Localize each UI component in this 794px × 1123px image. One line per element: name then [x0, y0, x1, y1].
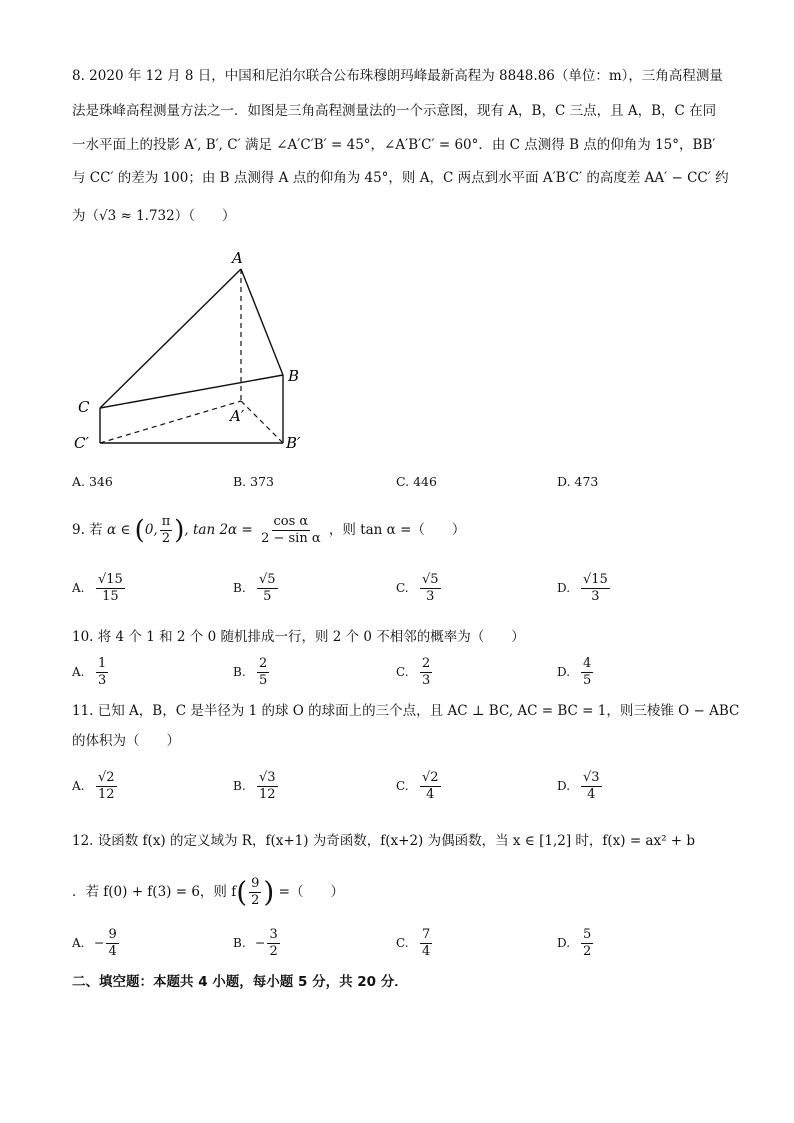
- q12-line-1: 12. 设函数 f(x) 的定义域为 R，f(x+1) 为奇函数，f(x+2) 为偶函数，当 x ∈ [1,2] 时，f(x) = ax² + b: [72, 833, 696, 849]
- option-num: √2: [98, 770, 115, 785]
- q9-option-c[interactable]: [396, 572, 443, 605]
- section-2-heading: 二、填空题：本题共 4 小题，每小题 5 分，共 20 分．: [72, 974, 408, 990]
- option-den: 3: [98, 673, 107, 688]
- option-label: D.: [557, 936, 571, 950]
- q8-line-3: 一水平面上的投影 A′, B′, C′ 满足 ∠A′C′B′ = 45°，∠A′B′C′ = 60°．由 C 点测得 B 点的仰角为 15°，BB′: [72, 137, 716, 153]
- option-num: 2: [259, 656, 268, 671]
- q10-option-d[interactable]: [557, 656, 595, 689]
- q9-stem-suffix: ，则 tan α =（ ）: [328, 522, 466, 538]
- q8-line-5: 为（√3 ≈ 1.732）（ ）: [72, 208, 236, 224]
- q11-option-d[interactable]: [557, 770, 604, 803]
- edge-C1A1: [100, 401, 241, 443]
- option-label: A.: [72, 581, 85, 595]
- q9-stem-math: α ∈ (0, $\frac{\pi}{2}$ ), tan 2α = $\frac{\text{cos α}}{\text{2 − sin α}}$: [106, 514, 321, 546]
- q12-option-b[interactable]: [233, 927, 282, 960]
- option-label: A.: [72, 779, 85, 793]
- option-num: 7: [422, 927, 431, 942]
- option-label: C.: [396, 665, 409, 679]
- option-label: C.: [396, 581, 409, 595]
- option-label: B.: [233, 581, 246, 595]
- label-A1: A′: [230, 407, 245, 425]
- option-num: √3: [259, 770, 276, 785]
- option-num: √3: [583, 770, 600, 785]
- q12-option-a[interactable]: [72, 927, 121, 960]
- q9-stem: [72, 514, 465, 547]
- option-den: 4: [108, 944, 117, 959]
- option-label: C.: [396, 936, 409, 950]
- q9-stem-prefix: 9. 若: [72, 522, 103, 538]
- option-label: C.: [396, 779, 409, 793]
- label-C: C: [78, 398, 90, 416]
- q8-line-2: 法是珠峰高程测量方法之一．如图是三角高程测量法的一个示意图，现有 A，B，C 三点，且 A，B，C 在同: [72, 103, 717, 119]
- option-num: 5: [583, 927, 592, 942]
- option-den: 5: [583, 673, 592, 688]
- q8-option-b[interactable]: B. 373: [233, 474, 274, 489]
- q9-option-d[interactable]: [557, 572, 612, 605]
- q8-option-c[interactable]: C. 446: [396, 474, 437, 489]
- q9-option-a[interactable]: [72, 572, 127, 605]
- option-label: A.: [72, 936, 85, 950]
- option-den: 2: [269, 944, 278, 959]
- edge-CB: [100, 375, 283, 408]
- option-num: √5: [422, 572, 439, 587]
- q10-option-a[interactable]: [72, 656, 110, 689]
- q9-option-b[interactable]: [233, 572, 280, 605]
- q11-option-b[interactable]: [233, 770, 280, 803]
- option-den: 3: [422, 673, 431, 688]
- option-num: 4: [583, 656, 592, 671]
- option-num: √15: [98, 572, 123, 587]
- q11-option-c[interactable]: [396, 770, 443, 803]
- option-sign: −: [94, 935, 105, 950]
- option-den: 5: [263, 589, 272, 604]
- option-label: A.: [72, 665, 85, 679]
- option-label: D.: [557, 581, 571, 595]
- edge-A1B1: [241, 401, 283, 443]
- option-label: B.: [233, 665, 246, 679]
- q11-line-2: 的体积为（ ）: [72, 733, 180, 749]
- option-den: 2: [583, 944, 592, 959]
- q12-frac-den: 2: [251, 893, 260, 908]
- label-C1: C′: [74, 434, 89, 452]
- option-den: 3: [426, 589, 435, 604]
- q12-line-2: ．若 f(0) + f(3) = 6，则 f( $\frac{9}{2}$ ) =（ ）: [72, 875, 344, 909]
- q12-frac-num: 9: [251, 876, 260, 891]
- option-den: 4: [587, 787, 596, 802]
- option-label: D.: [557, 665, 571, 679]
- q12-option-c[interactable]: [396, 927, 434, 960]
- option-num: 2: [422, 656, 431, 671]
- label-B1: B′: [286, 434, 301, 452]
- q12-option-d[interactable]: [557, 927, 595, 960]
- option-num: 9: [108, 927, 117, 942]
- q8-line-4: 与 CC′ 的差为 100；由 B 点测得 A 点的仰角为 45°，则 A，C 两点到水平面 A′B′C′ 的高度差 AA′ − CC′ 约: [72, 170, 729, 186]
- option-num: √2: [422, 770, 439, 785]
- q12-line2-suffix: =（ ）: [274, 884, 344, 900]
- option-den: 12: [98, 787, 115, 802]
- label-B: B: [288, 367, 300, 385]
- option-num: √5: [259, 572, 276, 587]
- option-label: D.: [557, 779, 571, 793]
- q11-option-a[interactable]: [72, 770, 119, 803]
- option-den: 4: [426, 787, 435, 802]
- edge-CA: [100, 269, 241, 408]
- option-num: √15: [583, 572, 608, 587]
- option-label: B.: [233, 936, 246, 950]
- q10-option-c[interactable]: [396, 656, 434, 689]
- option-den: 3: [591, 589, 600, 604]
- q10-option-b[interactable]: [233, 656, 271, 689]
- option-den: 15: [102, 589, 119, 604]
- option-num: 3: [269, 927, 278, 942]
- option-label: B.: [233, 779, 246, 793]
- q8-line-1: 8. 2020 年 12 月 8 日，中国和尼泊尔联合公布珠穆朗玛峰最新高程为 8848.86（单位：m），三角高程测量: [72, 68, 723, 84]
- edge-AB: [241, 269, 283, 375]
- q11-line-1: 11. 已知 A，B，C 是半径为 1 的球 O 的球面上的三个点，且 AC ⊥ BC, AC = BC = 1，则三棱锥 O − ABC: [72, 703, 740, 719]
- q12-line2-prefix: ．若 f(0) + f(3) = 6，则 f: [72, 884, 237, 900]
- q8-option-d[interactable]: D. 473: [557, 474, 599, 489]
- triangulation-figure: [70, 245, 310, 455]
- q8-option-a[interactable]: A. 346: [72, 474, 113, 489]
- label-A: A: [232, 249, 243, 267]
- option-den: 4: [422, 944, 431, 959]
- option-num: 1: [98, 656, 107, 671]
- option-sign: −: [255, 935, 266, 950]
- option-den: 5: [259, 673, 268, 688]
- q10-stem: 10. 将 4 个 1 和 2 个 0 随机排成一行，则 2 个 0 不相邻的概率为（ ）: [72, 629, 525, 645]
- option-den: 12: [259, 787, 276, 802]
